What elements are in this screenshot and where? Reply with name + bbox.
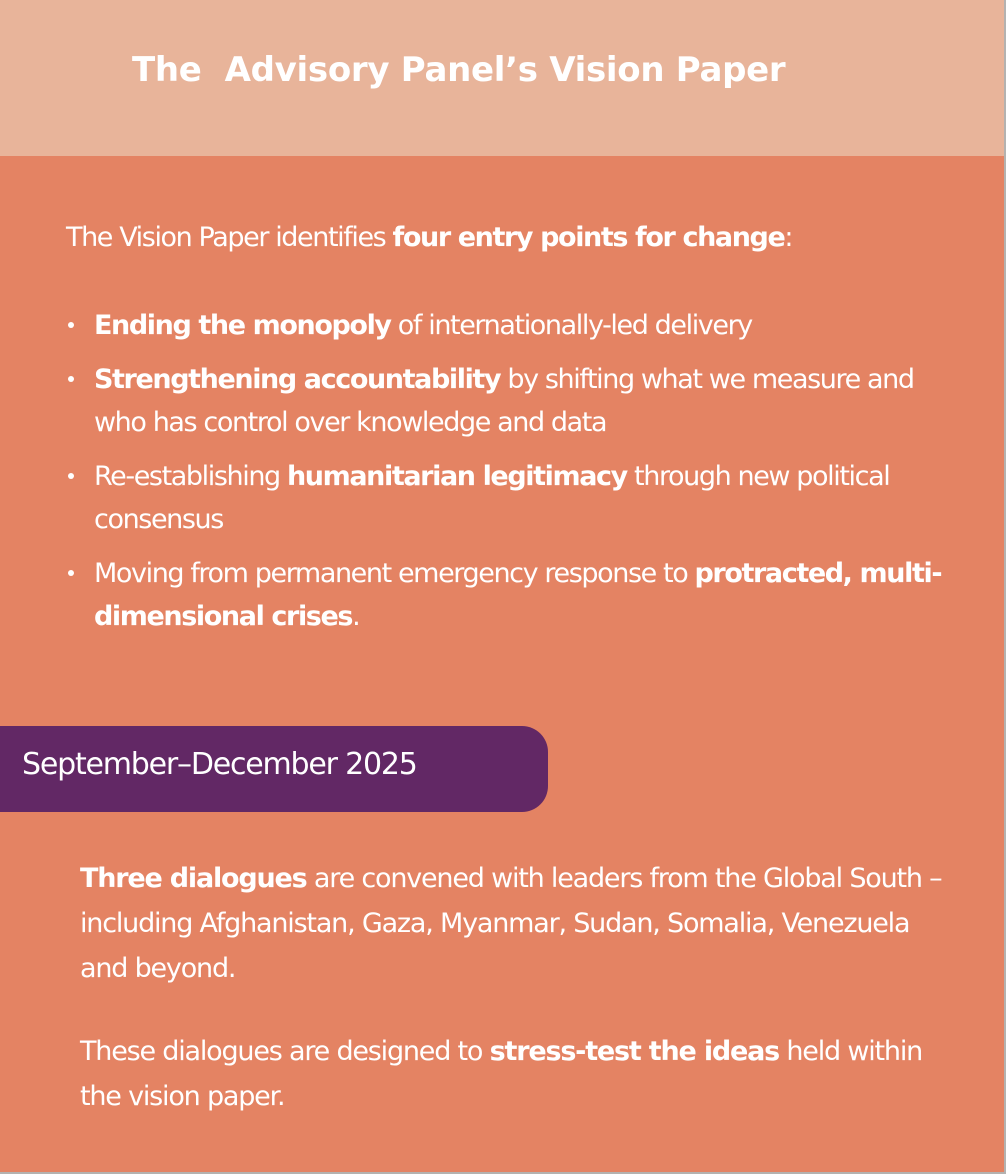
period-badge (0, 726, 548, 812)
bullet-dot-icon (68, 322, 74, 328)
header-banner (0, 0, 1004, 156)
list-item-text: by shifting what we measure and who has control over knowledge and data (94, 364, 914, 438)
period-label: September–December 2025 (22, 747, 417, 782)
list-item (66, 552, 946, 638)
list-item-text: . (352, 601, 360, 632)
intro-text-start: The Vision Paper identifies (66, 222, 393, 253)
intro-text-bold: four entry points for change (392, 222, 785, 253)
bullet-dot-icon (68, 473, 74, 479)
dialogues-bold: Three dialogues (80, 863, 307, 894)
list-item (66, 304, 946, 347)
dialogues-paragraph (80, 856, 950, 991)
stress-test-text: held within the vision paper. (80, 1036, 923, 1112)
intro-text-end: : (784, 222, 793, 253)
list-item (66, 455, 946, 541)
list-item-bold: protracted, multi-dimensional crises (94, 558, 942, 632)
list-item-bold: Strengthening accountability (94, 364, 501, 395)
list-item-text: through new political consensus (94, 461, 890, 535)
list-item-text: of internationally-led delivery (390, 310, 752, 341)
stress-test-bold: stress-test the ideas (489, 1036, 780, 1067)
entry-points-list (66, 304, 946, 649)
list-item-bold: humanitarian legitimacy (286, 461, 627, 492)
bullet-dot-icon (68, 570, 74, 576)
page-title: The Advisory Panel’s Vision Paper (132, 50, 786, 90)
list-item (66, 358, 946, 444)
list-item-bold: Ending the monopoly (94, 310, 391, 341)
list-item-text: Re-establishing (94, 461, 287, 492)
stress-test-paragraph (80, 1029, 950, 1119)
dialogues-section (80, 856, 950, 1119)
bullet-dot-icon (68, 376, 74, 382)
dialogues-text: are convened with leaders from the Global South – including Afghanistan, Gaza, Myanmar, Sudan, Somalia, Venezuela and beyond. (80, 863, 942, 984)
list-item-text: Moving from permanent emergency response to (94, 558, 695, 589)
stress-test-text: These dialogues are designed to (80, 1036, 490, 1067)
intro-text (66, 218, 976, 258)
